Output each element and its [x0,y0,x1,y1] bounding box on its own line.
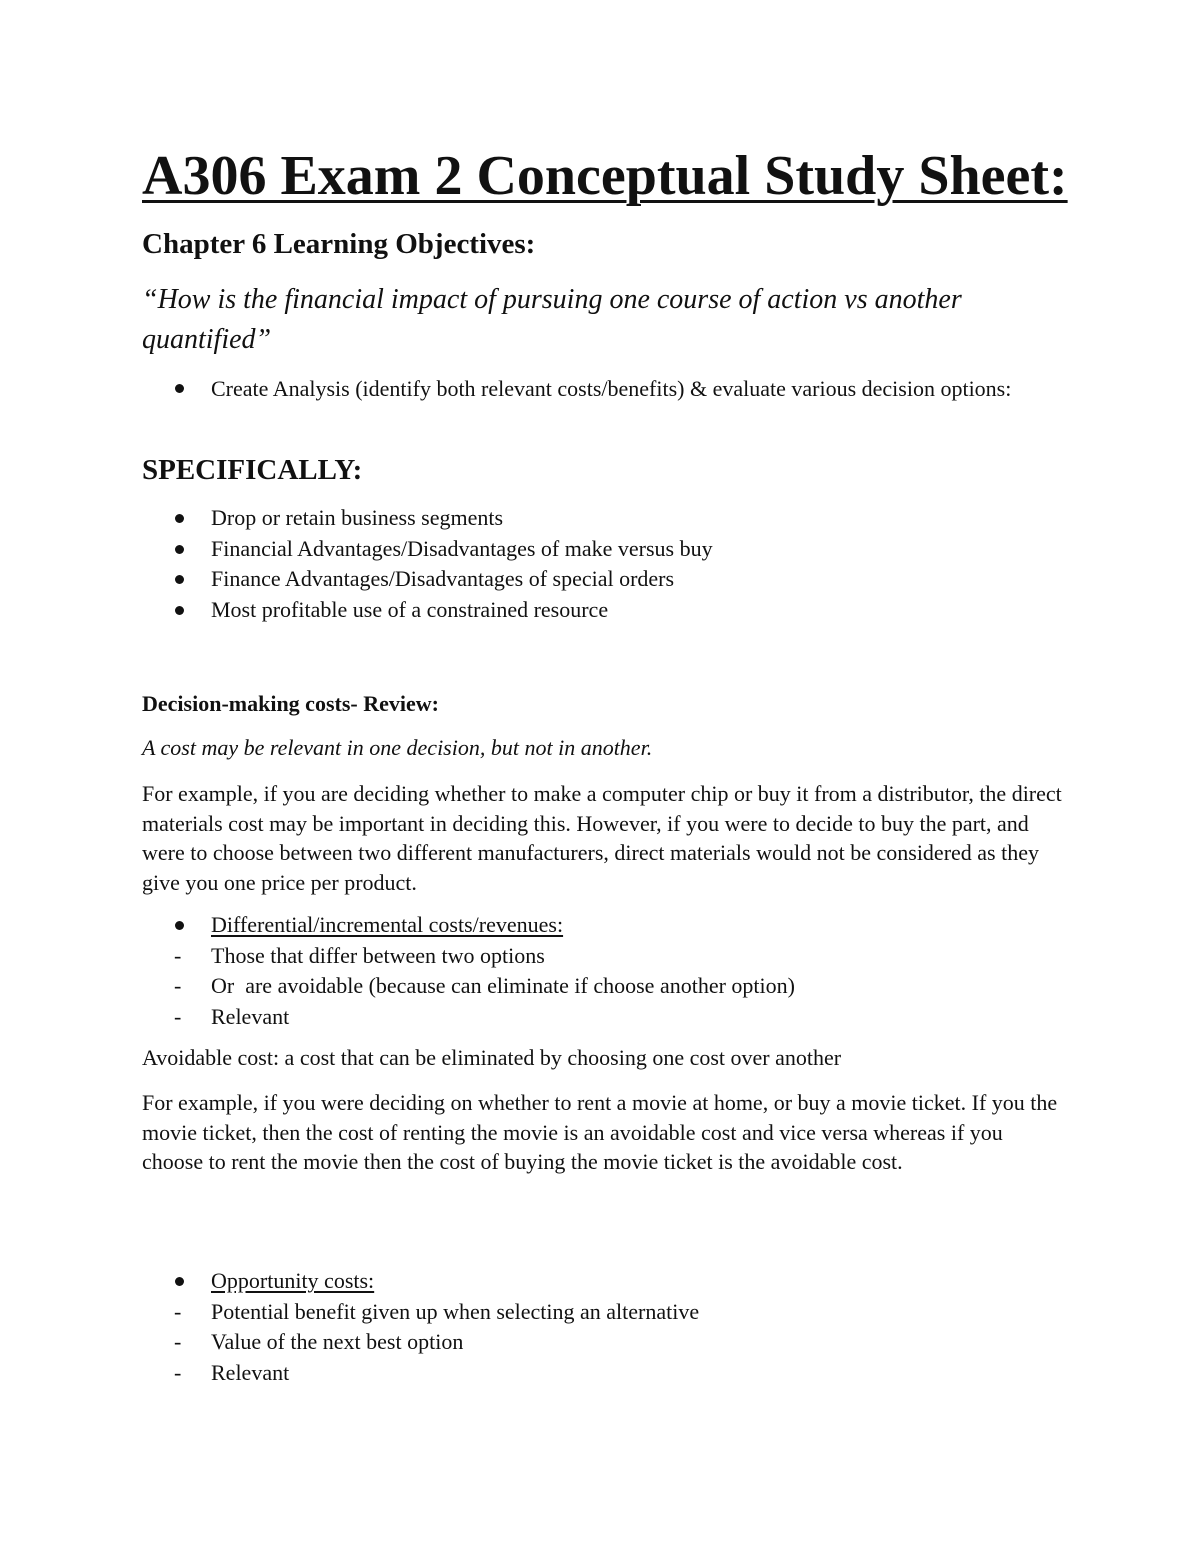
list-item-text: Potential benefit given up when selecting an alternative [211,1298,700,1324]
example-paragraph-movie: For example, if you were deciding on whether to rent a movie at home, or buy a movie ticket. If you the movie ticket, then the cost of renting the movie is an avoidable cost and vice versa whereas if you choose to rent the movie then the cost of buying the movie ticket is the avoidable cost. [142,1090,1058,1174]
list-item-text: Relevant [211,1003,290,1029]
page-title: A306 Exam 2 Conceptual Study Sheet: [142,145,1068,207]
list-item [172,595,713,626]
bullet-icon [175,514,184,523]
dash-marker: - [174,942,182,968]
specifically-heading: SPECIFICALLY: [142,454,363,486]
list-item-text: Value of the next best option [211,1329,464,1354]
dash-marker: - [174,1298,182,1324]
bullet-icon [175,575,184,584]
avoidable-cost-definition: Avoidable cost: a cost that can be eliminated by choosing one cost over another [142,1045,842,1070]
list-item [172,971,795,1002]
list-item [172,503,713,534]
list-item-text: Create Analysis (identify both relevant costs/benefits) & evaluate various decision options: [211,376,1012,401]
list-item [172,1266,699,1297]
chapter-heading: Chapter 6 Learning Objectives: [142,228,536,260]
list-item-text: Financial Advantages/Disadvantages of make versus buy [211,535,713,561]
review-heading: Decision-making costs- Review: [142,691,439,716]
list-item [172,534,713,565]
list-item-text: Those that differ between two options [211,942,545,968]
list-item [172,373,1032,405]
list-item-text: Drop or retain business segments [211,505,504,530]
dash-marker: - [174,1329,182,1354]
list-item [172,910,795,941]
list-item [172,941,795,972]
bullet-icon [175,606,184,615]
list-item-text: Relevant [211,1359,290,1385]
list-item-text: Finance Advantages/Disadvantages of special orders [211,566,675,591]
list-item [172,1358,699,1389]
dash-marker: - [174,973,182,998]
opportunity-costs-list [172,1266,699,1388]
dash-marker: - [174,1003,182,1029]
bullet-icon [175,921,184,930]
list-item [172,564,713,595]
bullet-icon [175,545,184,554]
list-item-text: Or are avoidable (because can eliminate if choose another option) [211,973,795,998]
guiding-question: “How is the financial impact of pursuing one course of action vs another quantified” [142,284,962,355]
list-item-text: Most profitable use of a constrained resource [211,596,609,622]
specifically-list [172,503,713,625]
list-item [172,1002,795,1033]
differential-costs-list [172,910,795,1032]
bullet-icon [175,384,184,393]
list-item [172,1327,699,1358]
bullet-icon [175,1277,184,1286]
dash-marker: - [174,1359,182,1385]
review-note: A cost may be relevant in one decision, but not in another. [142,735,653,760]
learning-objectives-list [172,373,1032,405]
example-paragraph-chip: For example, if you are deciding whether to make a computer chip or buy it from a distributor, the direct materials cost may be important in deciding this. However, if you were to decide to buy the part, and were to choose between two different manufacturers, direct materials would not be considered as they give you one price per product. [142,781,1062,895]
list-item [172,1297,699,1328]
differential-costs-label: Differential/incremental costs/revenues: [211,912,564,937]
opportunity-costs-label: Opportunity costs: [211,1268,375,1293]
